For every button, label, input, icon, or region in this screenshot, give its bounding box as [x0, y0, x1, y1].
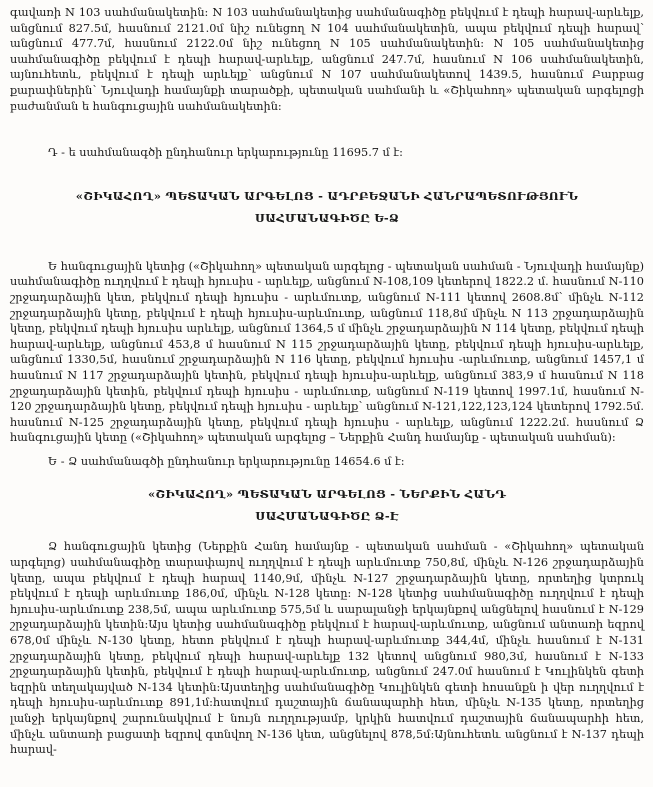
- section-heading-line: ՍԱՀՄԱՆԱԳԻԾԸ Ձ-Է: [255, 509, 399, 524]
- total-length-d-e: Դ - ե սահմանագծի ընդհանուր երկարությունը 11695.7 մ է:: [48, 146, 403, 160]
- section-heading-line: «ՇԻԿԱՀՈՂ» ՊԵՏԱԿԱՆ ԱՐԳԵԼՈՑ - ՆԵՐՔԻՆ ՀԱՆԴ: [147, 487, 507, 502]
- paragraph-boundary-dz-e: Ձ հանգուցային կետից (Ներքին Հանդ համայնք - պետական սահման - «Շիկահող» պետական արգելոց) սահմանագիծը տարափայով ուղղվում է դեպի արևմուտք 750,8մ, մինչև N-126 շրջադարձային կետը, ապա բեկվում է դեպի հարավ 1140,9մ, մինչև N-127 շրջադարձային կետը, որտեղից կտրուկ բեկվում է դեպի արևմուտք 186,0մ, մինչև N-128 կետը: N-128 կետից սահմանագիծը ուղղվում է դեպի հյուսիս-արևմուտք 238,5մ, ապա արևմուտք 575,5մ և սարալանջի երկայնքով անցնելով հասնում է N-129 շրջադարձային կետին:Այս կետից սահմանագիծը բեկվում է հարավ-արևմուտք, անցնում անտառի եզրով 678,0մ մինչև N-130 կետը, հետո բեկվում է դեպի հարավ-արևմուտք 344,4մ, մինչև հասնում է N-131 շրջադարձային կետը, բեկվում դեպի հարավ-արևելք 132 կետով անցնում 980,3մ, հասնում է N-133 շրջադարձային կետին, բեկվում է դեպի հարավ-արևմուտք, անցնում 247.0մ հասնում է Կուլինկեն գետի եզրին տեղակայված N-134 կետին:Այստեղից սահմանագիծը Կուլինկեն գետի հոսանքն ի վեր ուղղվում է դեպի հյուսիս-արևմուտք 891,1մ:հատվում դաշտային ճանապարհի հետ, մինչև N-135 կետը, որտեղից լանջի երկայնքով շարունակվում է նույն ուղղությամբ, կրկին հատվում դաշտային ճանապարհի հետ, մինչև անտառի բացատի եզրով գտնվող N-136 կետ, անցնելով 878,5մ:Այնուհետև անցնում է N-137 դեպի հարավ-: [10, 540, 644, 757]
- total-length-e-dz: Ե - Ձ սահմանագծի ընդհանուր երկարությունը 14654.6 մ է:: [48, 454, 405, 468]
- section-heading-dz-e: [10, 483, 644, 527]
- section-heading-line: «ՇԻԿԱՀՈՂ» ՊԵՏԱԿԱՆ ԱՐԳԵԼՈՑ - ԱԴՐԲԵՋԱՆԻ ՀԱՆՐԱՊԵՏՈՒԹՅՈՒՆ: [75, 188, 579, 203]
- paragraph-boundary-d-e: գավառի N 103 սահմանակետին: N 103 սահմանակետից սահմանագիծը բեկվում է դեպի հարավ-արևելք, անցնում 827.5մ, հասնում 2121.0մ նիշ ունեցող N 104 սահմանակետին, ապա բեկվում դեպի հարավ՝ անցնում 477.7մ, հասնում 2122.0մ նիշ ունեցող N 105 սահմանակետին: N 105 սահմանակետից սահմանագիծը բեկվում է դեպի հարավ-արևելք, անցնում 247.7մ, հասնում N 106 սահմանակետին, այնուհետև, բեկվում է դեպի արևելք՝ անցնում N 107 սահմանակետով 1439.5, հասնում Բարբաց քարափներին՝ Նյուվադի համայնքի տարածքի, պետական սահմանի և «Շիկահող» պետական արգելոցի բաժանման ե հանգուցային սահմանակետին:: [10, 6, 644, 113]
- section-heading-line: ՍԱՀՄԱՆԱԳԻԾԸ Ե-Ձ: [254, 210, 400, 225]
- paragraph-boundary-e-dz: Ե հանգուցային կետից («Շիկահող» պետական արգելոց - պետական սահման - Նյուվադի համայնք) սահմանագիծը ուղղվում է դեպի հյուսիս - արևելք, անցնում N-108,109 կետերով 1822.2 մ. հասնում N-110 շրջադարձային կետ, բեկվում դեպի հյուսիս - արևմուտք, անցնում N-111 կետով 2608.8մ՝ մինչև N-112 շրջադարձային կետը, բեկվում է դեպի հյուսիս-արևմուտք, անցնում 118,8մ մինչև N 113 շրջադարձային կետը, բեկվում դեպի հյուսիս արևելք, անցնում 1364,5 մ մինչև շրջադարձային N 114 կետը, բեկվում դեպի հարավ-արևելք, անցնում 453,8 մ հասնում N 115 շրջադարձային կետը, բեկվում դեպի հյուսիս-արևելք, անցնում 1330,5մ, հասնում շրջադարձային N 116 կետը, բեկվում հյուսիս -արևմուտք, անցնում 1457,1 մ հասնում N 117 շրջադարձային կետին, բեկվում դեպի հյուսիս-արևելք, անցնում 383,9 մ հասնում N 118 շրջադարձային կետին, բեկվում դեպի հյուսիս - արևմուտք, անցնում N-119 կետով 1997.1մ, հասնում N-120 շրջադարձային կետը, բեկվում դեպի հյուսիս - արևելք՝ անցնում N-121,122,123,124 կետերով 1792.5մ. հասնում N-125 շրջադարձային կետը, բեկվում դեպի հյուսիս - արևելք, անցնում 1222.2մ. հասնում Ձ հանգուցային կետը («Շիկահող» պետական արգելոց – Ներքին Հանդ համայնք - պետական սահման):: [10, 259, 644, 445]
- section-heading-e-dz: [10, 185, 644, 229]
